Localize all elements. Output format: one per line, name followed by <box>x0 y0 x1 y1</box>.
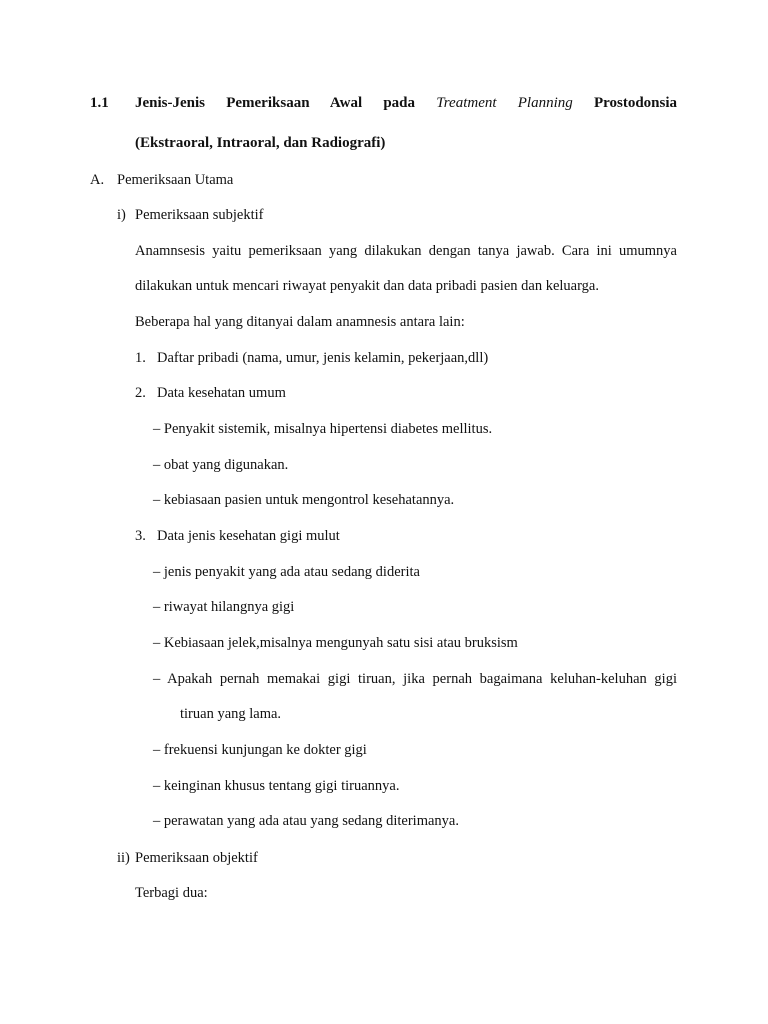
item-1-label: 1. <box>135 350 146 366</box>
item-2-label: 2. <box>135 385 146 401</box>
item-3-text: Data jenis kesehatan gigi mulut <box>157 528 340 544</box>
item-3-point: – keinginan khusus tentang gigi tiruannya. <box>153 778 400 794</box>
section-title-line2: (Ekstraoral, Intraoral, dan Radiografi) <box>135 135 386 151</box>
item-3-point: – jenis penyakit yang ada atau sedang diderita <box>153 564 420 580</box>
item-3-point: – Kebiasaan jelek,misalnya mengunyah satu sisi atau bruksism <box>153 635 518 651</box>
item-2-point: – obat yang digunakan. <box>153 457 289 473</box>
sub-i-label: i) <box>117 207 126 223</box>
section-title-italic: Treatment Planning <box>436 95 573 111</box>
item-2-point: – Penyakit sistemik, misalnya hipertensi diabetes mellitus. <box>153 421 493 437</box>
part-a-label: A. <box>90 172 105 188</box>
item-3-point: – riwayat hilangnya gigi <box>153 599 295 615</box>
sub-ii-para: Terbagi dua: <box>135 885 208 901</box>
item-3-point: – frekuensi kunjungan ke dokter gigi <box>153 742 367 758</box>
section-title-part2: Prostodonsia <box>593 95 678 111</box>
para1-line1: Anamnsesis yaitu pemeriksaan yang dilakukan dengan tanya jawab. Cara ini umumnya <box>135 243 677 259</box>
section-title-line1 <box>135 94 677 112</box>
sub-ii-label: ii) <box>117 850 130 866</box>
para2: Beberapa hal yang ditanyai dalam anamnesis antara lain: <box>135 314 465 330</box>
para1-line2: dilakukan untuk mencari riwayat penyakit dan data pribadi pasien dan keluarga. <box>135 278 599 294</box>
item-1-text: Daftar pribadi (nama, umur, jenis kelamin, pekerjaan,dll) <box>157 350 489 366</box>
item-3-point: – perawatan yang ada atau yang sedang diterimanya. <box>153 813 459 829</box>
sub-ii-text: Pemeriksaan objektif <box>135 850 258 866</box>
item-3-point-continuation: tiruan yang lama. <box>180 706 282 722</box>
item-3-label: 3. <box>135 528 146 544</box>
section-title-part1: Jenis-Jenis Pemeriksaan Awal pada <box>135 95 416 111</box>
section-number: 1.1 <box>90 95 109 111</box>
item-2-point: – kebiasaan pasien untuk mengontrol kesehatannya. <box>153 492 455 508</box>
sub-i-text: Pemeriksaan subjektif <box>135 207 264 223</box>
item-2-text: Data kesehatan umum <box>157 385 286 401</box>
item-3-point: – Apakah pernah memakai gigi tiruan, jika pernah bagaimana keluhan-keluhan gigi <box>153 671 677 687</box>
part-a-text: Pemeriksaan Utama <box>117 172 234 188</box>
